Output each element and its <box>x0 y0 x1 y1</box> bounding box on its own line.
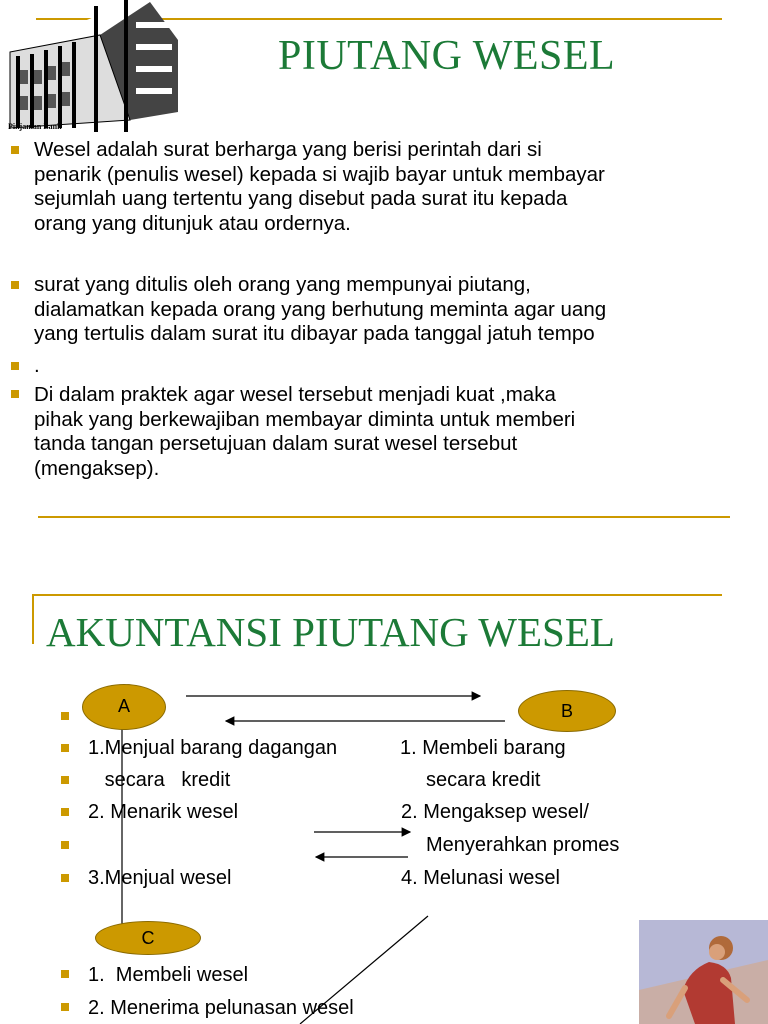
b-item-4: 4. Melunasi wesel <box>401 867 560 889</box>
c-item-1: 1. Membeli wesel <box>88 964 249 986</box>
b-item-2: 2. Mengaksep wesel/ <box>401 801 589 823</box>
a-item-2: 2. Menarik wesel <box>88 801 239 823</box>
node-b: B <box>518 690 616 732</box>
b-item-1: 1. Membeli barang <box>400 737 566 759</box>
paragraph-dot: . <box>34 354 40 377</box>
paragraph-surat: surat yang ditulis oleh orang yang mempunyai piutang, dialamatkan kepada orang yang berhutung meminta agar uang yang tertulis dalam surat itu dibayar pada tanggal jatuh tempo <box>34 273 607 345</box>
c-item-2: 2. Menerima pelunasan wesel <box>88 997 354 1019</box>
bullet-icon <box>61 712 69 720</box>
node-c: C <box>95 921 201 955</box>
bullet-icon <box>61 776 69 784</box>
bullet-icon <box>61 841 69 849</box>
bullet-icon <box>61 970 69 978</box>
node-a: A <box>82 684 166 730</box>
b-item-2-cont: Menyerahkan promes <box>426 834 620 856</box>
b-item-1-cont: secara kredit <box>426 769 541 791</box>
page-title: PIUTANG WESEL <box>278 33 616 79</box>
a-item-3: 3.Menjual wesel <box>88 867 232 889</box>
a-item-1-cont: secara kredit <box>88 769 231 791</box>
paragraph-praktek: Di dalam praktek agar wesel tersebut menjadi kuat ,maka pihak yang berkewajiban membayar diminta untuk memberi tanda tangan persetujuan dalam surat wesel tersebut (mengaksep). <box>34 383 576 480</box>
bullet-icon <box>61 874 69 882</box>
person-clipart-icon <box>639 920 768 1024</box>
paragraph-wesel-definition: Wesel adalah surat berharga yang berisi perintah dari si penarik (penulis wesel) kepada si wajib bayar untuk membayar sejumlah uang tertentu yang disebut pada surat itu kepada orang yang ditunjuk atau ordernya. <box>34 138 605 235</box>
bullet-icon <box>61 744 69 752</box>
logo-caption: Pinjaman Bank <box>8 122 62 131</box>
a-item-1: 1.Menjual barang dagangan <box>88 737 338 759</box>
slide2-title: AKUNTANSI PIUTANG WESEL <box>46 609 615 655</box>
bullet-icon <box>61 1003 69 1011</box>
bullet-icon <box>61 808 69 816</box>
